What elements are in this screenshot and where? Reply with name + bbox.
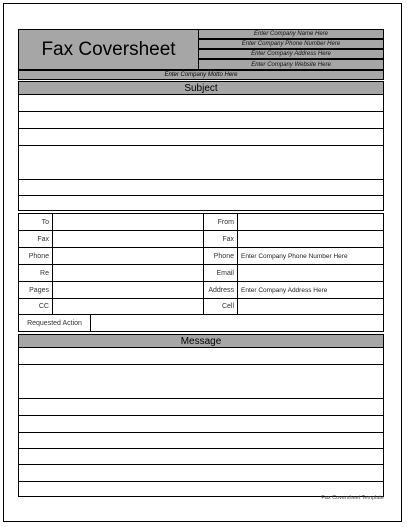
recipient-info-grid <box>18 213 384 332</box>
requested-action-field[interactable] <box>92 315 383 331</box>
re-label: Re <box>40 269 49 277</box>
message-line <box>19 448 383 449</box>
cc-label: CC <box>38 303 49 310</box>
to-label: To <box>41 218 49 226</box>
pages-label: Pages <box>29 286 49 294</box>
email-field[interactable] <box>238 265 383 281</box>
message-line <box>19 464 383 465</box>
footer-note: Fax Coversheet Template <box>321 495 384 501</box>
re-field[interactable] <box>53 265 203 281</box>
from-label: From <box>217 218 234 226</box>
address-label: Address <box>208 286 234 294</box>
message-line <box>19 415 383 416</box>
document-title: Fax Coversheet <box>18 29 199 70</box>
company-phone-field[interactable]: Enter Company Phone Number Here <box>199 39 384 49</box>
company-name-field[interactable]: Enter Company Name Here <box>199 29 384 39</box>
message-section <box>18 334 384 497</box>
company-motto-field[interactable]: Enter Company Motto Here <box>18 70 384 80</box>
subject-line <box>19 179 383 180</box>
sender-phone-label: Phone <box>213 252 234 260</box>
subject-heading: Subject <box>19 82 383 95</box>
recipient-phone-field[interactable] <box>53 248 203 264</box>
subject-section <box>18 81 384 211</box>
sender-address-field[interactable]: Enter Company Address Here <box>241 286 328 294</box>
company-address-field[interactable]: Enter Company Address Here <box>199 49 384 59</box>
phone-label: Phone <box>28 252 49 260</box>
to-field[interactable] <box>53 214 203 230</box>
fax-coversheet-page <box>3 3 402 522</box>
sender-phone-field[interactable]: Enter Company Phone Number Here <box>241 252 348 260</box>
message-line <box>19 364 383 365</box>
cell-field[interactable] <box>238 299 383 314</box>
subject-line <box>19 111 383 112</box>
recipient-fax-field[interactable] <box>53 231 203 247</box>
subject-line <box>19 128 383 129</box>
pages-field[interactable] <box>53 282 203 298</box>
cell-label: Cell <box>221 303 234 310</box>
message-heading: Message <box>19 335 383 348</box>
from-field[interactable] <box>238 214 383 230</box>
subject-line <box>19 145 383 146</box>
message-line <box>19 432 383 433</box>
fax-label: Fax <box>37 235 49 243</box>
company-website-field[interactable]: Enter Company Website Here <box>199 59 384 70</box>
requested-action-label: Requested Action <box>19 315 91 331</box>
email-label: Email <box>216 269 234 277</box>
cc-field[interactable] <box>53 299 203 314</box>
message-line <box>19 481 383 482</box>
subject-line <box>19 195 383 196</box>
message-line <box>19 398 383 399</box>
sender-fax-label: Fax <box>222 235 234 243</box>
sender-fax-field[interactable] <box>238 231 383 247</box>
